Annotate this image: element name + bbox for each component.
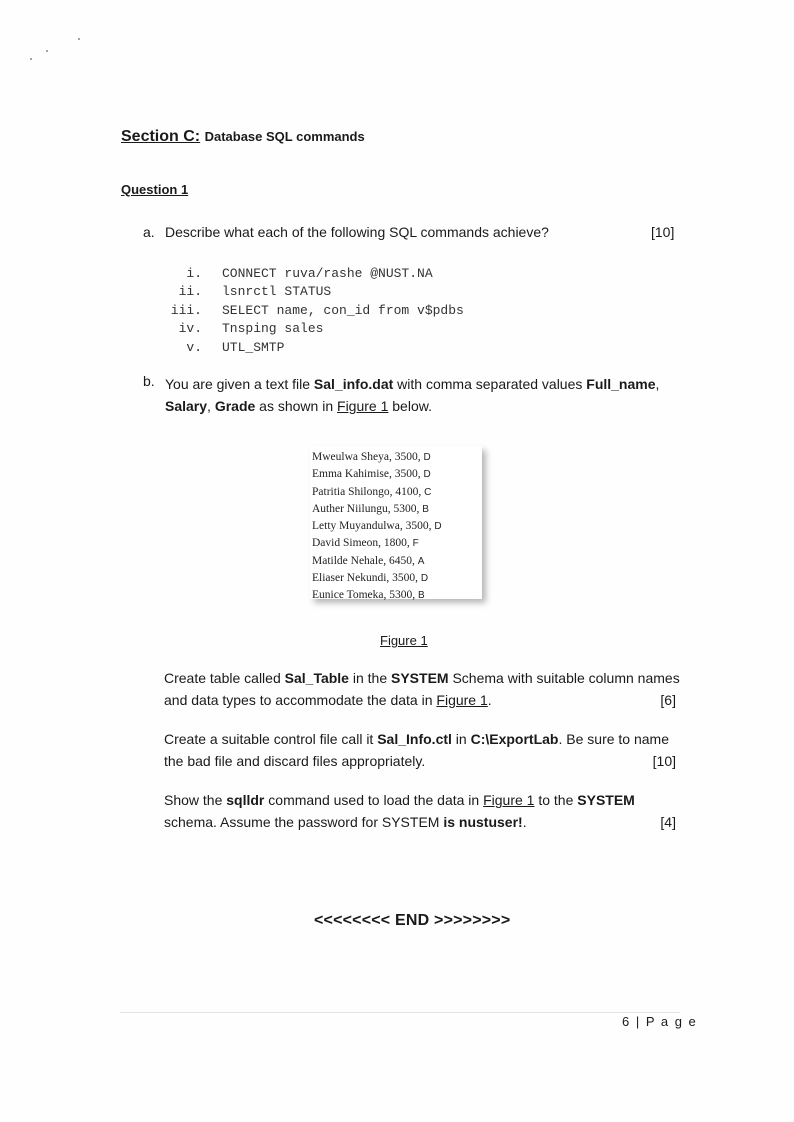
schema-name: SYSTEM: [577, 792, 635, 808]
row-text: Eliaser Nekundi, 3500,: [312, 572, 421, 585]
row-grade: D: [423, 452, 431, 463]
figure-caption: Figure 1: [380, 633, 428, 648]
section-heading: [121, 128, 365, 146]
row-grade: D: [434, 521, 442, 533]
filename: Sal_Info.ctl: [377, 731, 452, 747]
footer-divider: [120, 1012, 680, 1013]
row-grade: B: [422, 503, 429, 515]
row-text: Emma Kahimise, 3500,: [312, 468, 424, 481]
command-text: UTL_SMTP: [222, 339, 285, 355]
scan-specks: [30, 36, 90, 66]
task-create-table: [164, 667, 684, 711]
page-number: 6 | P a g e: [622, 1014, 698, 1029]
data-row: [312, 466, 482, 483]
folder-path: C:\ExportLab: [470, 731, 559, 747]
text-run: ,: [655, 376, 660, 392]
data-row: [312, 553, 482, 570]
text-run: in: [451, 731, 471, 747]
task-control-file: [164, 728, 684, 772]
command-number: i.: [186, 265, 202, 281]
text-run: .: [487, 692, 492, 708]
text-run: ,: [207, 398, 215, 414]
section-title: Database SQL commands: [204, 129, 365, 144]
row-text: Matilde Nehale, 6450,: [312, 554, 418, 567]
part-a-text: Describe what each of the following SQL commands achieve?: [165, 224, 549, 240]
part-a-marks: [10]: [651, 224, 675, 240]
task-sqlldr: [164, 789, 684, 833]
column-name: Salary: [165, 398, 208, 414]
row-grade: B: [417, 590, 425, 602]
command-text: CONNECT ruva/rashe @NUST.NA: [222, 265, 433, 281]
column-name: Full_name: [586, 376, 656, 392]
text-run: Show the: [164, 792, 227, 808]
text-run: with comma separated values: [393, 376, 587, 392]
text-run: schema. Assume the password for SYSTEM: [164, 814, 444, 830]
end-marker: <<<<<<<< END >>>>>>>>: [314, 912, 511, 929]
data-row: [312, 570, 482, 587]
text-run: Create table called: [164, 670, 285, 686]
figure-data-box: [310, 446, 482, 602]
row-grade: F: [412, 538, 419, 550]
figure-reference: Figure 1: [337, 398, 389, 414]
row-text: Letty Muyandulwa, 3500,: [312, 520, 435, 533]
row-grade: D: [423, 469, 431, 481]
command-text: lsnrctl STATUS: [222, 284, 332, 300]
data-row: [312, 535, 482, 552]
command-number: iii.: [170, 302, 202, 318]
command-item: [160, 301, 464, 320]
text-run: Schema with suitable column names and data types to accommodate the data in: [164, 670, 680, 708]
command-text: Tnsping sales: [222, 321, 324, 337]
row-grade: C: [424, 486, 432, 498]
data-row: [312, 484, 482, 501]
text-run: in the: [348, 670, 391, 686]
command-list: [160, 264, 464, 357]
filename: Sal_info.dat: [313, 376, 394, 392]
section-label: Section C:: [121, 128, 201, 145]
row-text: Auther Niilungu, 5300,: [312, 502, 423, 515]
command-number: v.: [186, 339, 202, 355]
command-name: sqlldr: [226, 792, 265, 808]
text-run: . Be sure to name the bad file and discard files appropriately.: [164, 731, 669, 769]
text-run: as shown in: [255, 398, 338, 414]
password: is nustuser!: [443, 814, 523, 830]
text-run: You are given a text file: [165, 376, 314, 392]
row-text: Patritia Shilongo, 4100,: [312, 485, 425, 498]
row-grade: A: [417, 555, 425, 567]
command-text: SELECT name, con_id from v$pdbs: [222, 302, 464, 318]
part-a-marker: a.: [143, 224, 155, 240]
question-heading: Question 1: [121, 182, 189, 197]
part-b-text: [165, 373, 685, 417]
row-text: Eunice Tomeka, 5300,: [312, 589, 418, 602]
command-item: [160, 320, 464, 339]
schema-name: SYSTEM: [391, 670, 449, 686]
text-run: to the: [534, 792, 578, 808]
row-text: Mweulwa Sheya, 3500,: [312, 451, 424, 463]
figure-reference: Figure 1: [436, 692, 488, 708]
table-name: Sal_Table: [284, 670, 349, 686]
data-row: [312, 587, 482, 604]
text-run: below.: [388, 398, 432, 414]
data-row: [312, 449, 482, 466]
data-row: [312, 501, 482, 518]
marks: [10]: [652, 753, 676, 769]
command-number: ii.: [178, 284, 202, 300]
row-text: David Simeon, 1800,: [312, 537, 413, 550]
part-b-marker: b.: [143, 373, 155, 389]
text-run: command used to load the data in: [264, 792, 484, 808]
marks: [4]: [660, 814, 676, 830]
row-grade: D: [420, 573, 429, 585]
marks: [6]: [660, 692, 676, 708]
text-run: .: [522, 814, 527, 830]
column-name: Grade: [214, 398, 256, 414]
command-item: [160, 283, 464, 302]
command-number: iv.: [178, 321, 202, 337]
data-row: [312, 518, 482, 535]
text-run: Create a suitable control file call it: [164, 731, 378, 747]
command-item: [160, 338, 464, 357]
figure-reference: Figure 1: [483, 792, 535, 808]
command-item: [160, 264, 464, 283]
